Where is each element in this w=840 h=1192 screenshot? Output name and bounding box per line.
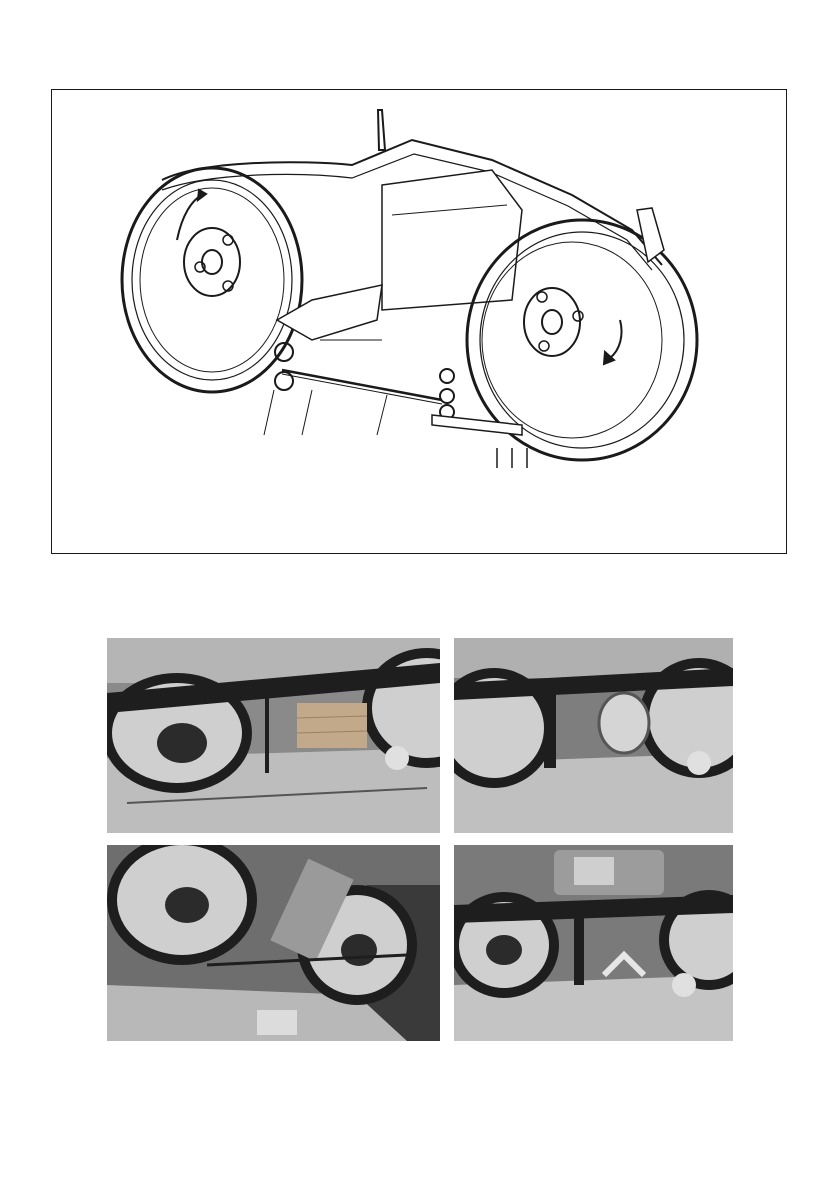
left-wheel-housing bbox=[122, 168, 302, 392]
right-rotation-arrow bbox=[610, 320, 622, 358]
handle-rod bbox=[378, 110, 385, 150]
right-guide-bearing bbox=[440, 369, 454, 383]
callout-leader-d bbox=[377, 395, 387, 435]
right-grip bbox=[637, 208, 664, 262]
wood-block bbox=[297, 703, 367, 748]
band-saw-diagram-frame bbox=[51, 89, 787, 554]
photo-cutting-tube bbox=[454, 638, 733, 833]
callout-leader-b bbox=[264, 390, 274, 435]
motor-block bbox=[382, 170, 522, 310]
left-wheel bbox=[140, 188, 284, 372]
photo-angled-saw bbox=[107, 845, 440, 1041]
metal-tube bbox=[599, 693, 649, 753]
callout-leader-c bbox=[302, 390, 312, 435]
left-hub bbox=[184, 228, 240, 296]
saw-blade bbox=[282, 370, 442, 400]
photo-cutting-wood bbox=[107, 638, 440, 833]
right-hub bbox=[524, 288, 580, 356]
right-blade-guide bbox=[432, 415, 522, 435]
photo-saw-handle bbox=[454, 845, 733, 1041]
band-saw-line-drawing bbox=[52, 90, 788, 555]
